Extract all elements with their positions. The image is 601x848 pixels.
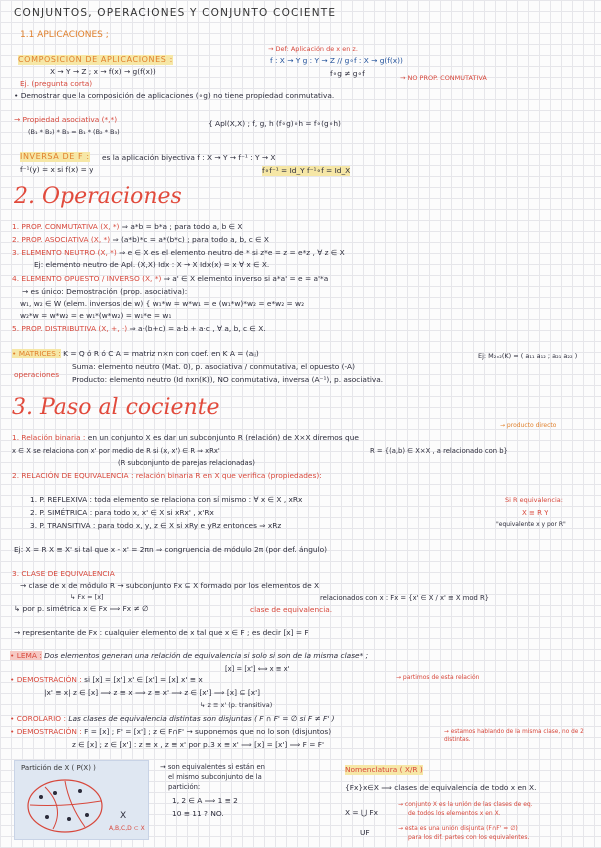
op-item-1-text: ⇒ a*b = b*a ; para todo a, b ∈ X: [121, 222, 243, 231]
op-item-5: [12, 324, 266, 334]
rel-text: en un conjunto X es dar un subconjunto R (relación) de X×X diremos que: [87, 433, 359, 442]
partition-box: [14, 760, 149, 840]
partition-point: [85, 813, 89, 817]
op-item-3-example: Ej: elemento neutro de Apl. (X,X) Idx : X → X Idx(x) = x ∀ x ∈ X.: [34, 260, 270, 269]
composition-map: X → Y → Z ; x → f(x) → g(f(x)): [50, 67, 156, 76]
def-note: → Def: Aplicación de x en z.: [268, 45, 358, 53]
page-title: CONJUNTOS, OPERACIONES Y CONJUNTO COCIENTE: [14, 8, 337, 18]
nomenclature-line-2: X = ⋃ Fx: [345, 808, 378, 817]
props-note-1: Si R equivalencia:: [505, 496, 563, 504]
op-item-5-label: 5. PROP. DISTRIBUTIVA (X, +, ·): [12, 324, 128, 333]
dem-line3: ↳ z ≡ x' (p. transitiva): [200, 701, 273, 709]
ops-suma: Suma: elemento neutro (Mat. 0), p. asociativa / conmutativa, el opuesto (-A): [72, 362, 355, 371]
prop-transitive: 3. P. TRANSITIVA : para todo x, y, z ∈ X si xRy e yRz entonces ⇒ xRz: [30, 521, 282, 530]
class-symmetric: ↳ por p. simétrica x ∈ Fx ⟹ Fx ≠ ∅: [14, 604, 149, 613]
example-label: Ej. (pregunta corta): [20, 79, 93, 88]
lema-formula: [x] = [x'] ⟺ x ≡ x': [225, 665, 290, 673]
partition-point: [78, 789, 82, 793]
partition-sets: A,B,C,D ⊂ X: [109, 825, 145, 832]
dem2-note: → estamos hablando de la misma clase, no de 2 distintas.: [444, 729, 584, 743]
nomenclature-note-2: de todos los elementos x en X.: [408, 810, 501, 817]
partition-x: X: [120, 811, 127, 821]
partition-point: [67, 817, 71, 821]
rel-set: R = {(a,b) ∈ X×X , a relacionado con b}: [370, 447, 508, 455]
noncomm-formula: f∘g ≠ g∘f: [330, 69, 365, 78]
nomenclature-note-3: → esta es una unión disjunta (F∩F' = ∅): [398, 825, 518, 832]
section1-heading: 1.1 APLICACIONES ;: [20, 30, 109, 40]
partition-point: [39, 795, 43, 799]
equiv-note-2: el mismo subconjunto de la: [168, 773, 262, 781]
dem2-label: • DEMOSTRACIÓN :: [10, 727, 82, 736]
dem-note: → partimos de esta relación: [396, 674, 480, 681]
assoc-label: → Propiedad asociativa (*,*): [14, 115, 118, 124]
lema-text: Dos elementos generan una relación de equivalencia si solo si son de la misma clase* ;: [44, 651, 369, 660]
partition-diagram: [25, 777, 105, 835]
equiv-note-3: partición:: [168, 783, 201, 791]
matrices-label: • MATRICES :: [12, 349, 61, 358]
equiv-ex-2: 10 ≡ 11 ? NO.: [172, 809, 224, 818]
matrices-row: [12, 349, 259, 359]
dem-line1: si [x] = [x'] x' ∈ [x'] = [x] x' ≡ x: [84, 675, 203, 684]
dem-line2: |x' ≡ x| z ∈ [x] ⟹ z ≡ x ⟹ z ≡ x' ⟹ z ∈ [x'] ⟹ [x] ⊆ [x']: [44, 688, 261, 697]
ops-producto: Producto: elemento neutro (Id nxn(K)), NO conmutativa, inversa (A⁻¹), p. asociativa.: [72, 375, 384, 384]
class-label: 3. CLASE DE EQUIVALENCIA: [12, 569, 115, 578]
section2-heading: 2. Operaciones: [14, 184, 182, 209]
equiv-note-1: → son equivalentes si están en: [160, 763, 265, 771]
dem-label: • DEMOSTRACIÓN :: [10, 675, 82, 684]
assoc-formula: (B₁ * B₂) * B₃ = B₁ * (B₂ * B₃): [28, 128, 120, 136]
op-item-2-text: ⇒ (a*b)*c = a*(b*c) ; para todo a, b, c ∈ X: [112, 235, 269, 244]
example-text: • Demostrar que la composición de aplicaciones (∘g) no tiene propiedad conmutativa.: [14, 91, 335, 100]
op-item-3: [12, 248, 345, 258]
partition-line-3: [30, 801, 101, 806]
inverse-id: f∘f⁻¹ = Id_Y f⁻¹∘f = Id_X: [262, 166, 351, 175]
op-item-3-text: ⇒ e ∈ X es el elemento neutro de * si z*e = z = e*z , ∀ z ∈ X: [119, 248, 345, 257]
op-item-2-label: 2. PROP. ASOCIATIVA (X, *): [12, 235, 111, 244]
op-item-3-label: 3. ELEMENTO NEUTRO (X, *): [12, 248, 117, 257]
partition-outer-set: [28, 780, 102, 832]
nomenclature-line-1: {Fx}x∈X ⟹ clases de equivalencia de todo x en X.: [345, 783, 537, 792]
inverse-text: es la aplicación biyectiva f : X → Y → f⁻¹ : Y → X: [102, 153, 276, 162]
op-item-5-text: ⇒ a·(b+c) = a·b + a·c , ∀ a, b, c ∈ X.: [129, 324, 266, 333]
op-item-4: [12, 274, 328, 284]
rel-sub: (R subconjunto de parejas relacionadas): [118, 459, 255, 467]
partition-point: [45, 815, 49, 819]
props-note-2: X ≡ R Y: [522, 509, 549, 517]
corol-text: Las clases de equivalencia distintas son disjuntas ( F ∩ F' = ∅ si F ≠ F' ): [68, 714, 335, 723]
prop-symmetric: 2. P. SIMÉTRICA : para todo x, x' ∈ X si xRx' , x'Rx: [30, 508, 214, 517]
class-notation: ↳ Fx = [x]: [70, 593, 104, 601]
nomenclature-label: Nomenclatura ( X/R ): [345, 765, 423, 774]
class-related: relacionados con x : Fx = {x' ∈ X / x' ≡ X mod R}: [320, 594, 490, 602]
matrices-text: K = Q ó R ó C A = matriz n×n con coef. en K A = (aᵢⱼ): [63, 349, 259, 358]
ops-label: operaciones: [14, 370, 60, 379]
class-name: clase de equivalencia.: [250, 605, 333, 614]
nomenclature-note-1: → conjunto X es la unión de las clases de eq.: [398, 801, 533, 808]
lema-row: [10, 651, 368, 661]
representative-text: → representante de Fx : cualquier elemento de x tal que x ∈ F ; es decir [x] = F: [14, 628, 309, 637]
partition-point: [53, 791, 57, 795]
product-note: → producto directo: [500, 422, 557, 429]
inverse-def: f⁻¹(y) = x si f(x) = y: [20, 165, 94, 174]
assoc-right: { Apl(X,X) ; f, g, h (f∘g)∘h = f∘(g∘h): [208, 119, 341, 128]
op-item-1: [12, 222, 243, 232]
dem2-line2: z ∈ [x] ; z ∈ [x'] : z ≡ x , z ≡ x' por p.3 x ≡ x' ⟹ [x] = [x'] ⟹ F = F': [72, 740, 325, 749]
lema-label: • LEMA :: [10, 651, 42, 660]
equiv-text: relación binaria R en X que verifica (propiedades):: [135, 471, 322, 480]
class-text: → clase de x de módulo R → subconjunto Fx ⊆ X formado por los elementos de X: [20, 581, 320, 590]
dem2-line1: F = [x] ; F' = [x'] ; z ∈ F∩F' → suponemos que no lo son (disjuntos): [84, 727, 332, 736]
prop-reflexive: 1. P. REFLEXIVA : toda elemento se relaciona con sí mismo : ∀ x ∈ X , xRx: [30, 495, 303, 504]
corol-row: [10, 714, 335, 724]
equiv-row: [12, 471, 322, 481]
props-note-3: "equivalente x y por R": [496, 521, 566, 528]
equiv-example: Ej: X = R X ≡ X' si tal que x - x' = 2πn ⇒ congruencia de módulo 2π (por def. ángulo): [14, 545, 328, 554]
noncomm-note: → NO PROP. CONMUTATIVA: [400, 74, 487, 82]
inverse-label: INVERSA DE F :: [20, 152, 90, 161]
composition-formula: f : X → Y g : Y → Z // g∘f : X → g(f(x)): [270, 56, 403, 65]
op-item-4-unique: → es único: Demostración (prop. asociativa):: [22, 287, 188, 296]
corol-label: • COROLARIO :: [10, 714, 66, 723]
section3-heading: 3. Paso al cociente: [12, 395, 220, 420]
nomenclature-line-3: UF: [360, 828, 370, 837]
rel-row: [12, 433, 359, 443]
composition-label: COMPOSICIÓN DE APLICACIONES :: [18, 55, 173, 64]
equiv-label: 2. RELACIÓN DE EQUIVALENCIA :: [12, 471, 134, 480]
nomenclature-note-4: para los dif. partes con los equivalentes.: [408, 834, 530, 841]
equiv-ex-1: 1, 2 ∈ A ⟹ 1 ≡ 2: [172, 796, 238, 805]
dem-row: [10, 675, 203, 685]
op-item-4-proof-1: w₁, w₂ ∈ W (elem. inversos de w) { w₁*w = w*w₁ = e (w₁*w)*w₂ = e*w₂ = w₂: [20, 299, 305, 308]
dem2-row: [10, 727, 331, 737]
op-item-4-text: ⇒ a' ∈ X elemento inverso si a*a' = e = a'*a: [163, 274, 329, 283]
rel-text2: x ∈ X se relaciona con x' por medio de R si (x, x') ∈ R ⇒ xRx': [12, 447, 220, 455]
partition-title: Partición de X ( P(X) ): [21, 764, 96, 772]
op-item-1-label: 1. PROP. CONMUTATIVA (X, *): [12, 222, 120, 231]
rel-label: 1. Relación binaria :: [12, 433, 86, 442]
op-item-4-label: 4. ELEMENTO OPUESTO / INVERSO (X, *): [12, 274, 162, 283]
op-item-4-proof-2: w₂*w = w*w₂ = e w₁*(w*w₂) = w₁*e = w₁: [20, 311, 172, 320]
op-item-2: [12, 235, 269, 245]
matrices-example: Ej: M₂ₓ₂(K) = ( a₁₁ a₁₂ ; a₂₁ a₂₂ ): [478, 352, 578, 360]
